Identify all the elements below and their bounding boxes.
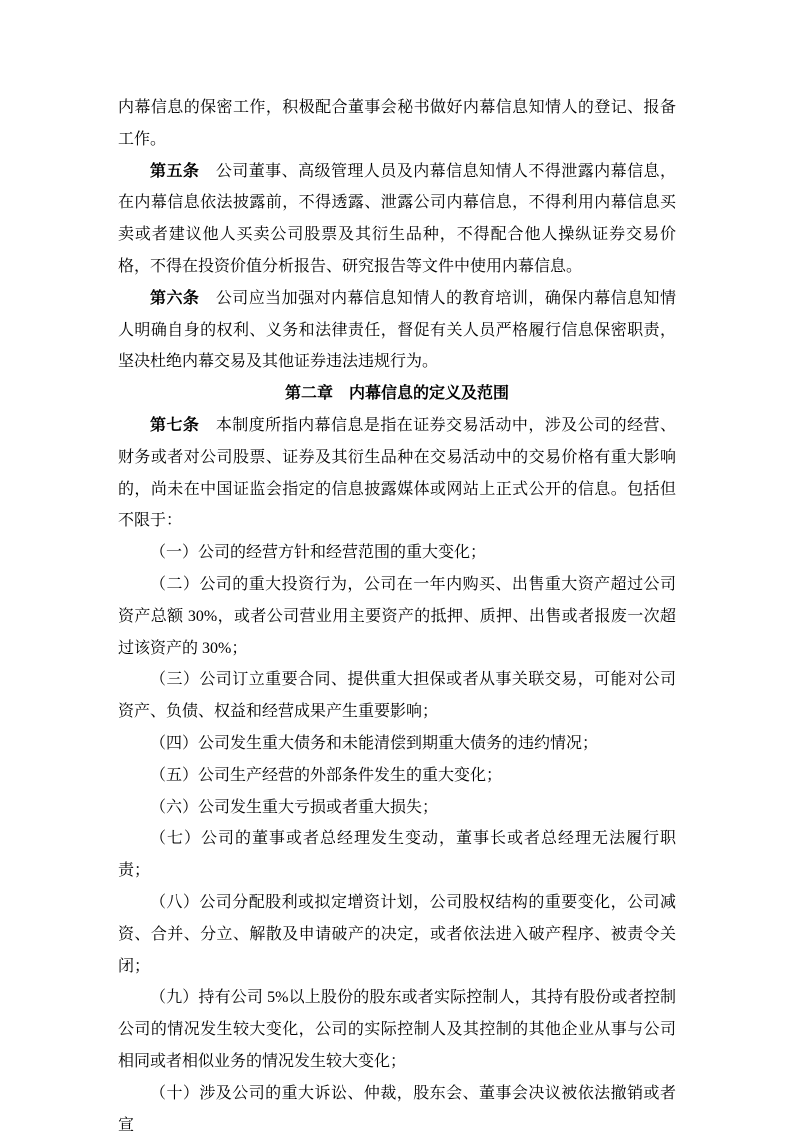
list-item: （六）公司发生重大亏损或者重大损失； [150, 798, 439, 816]
list-item: （九）持有公司 5%以上股份的股东或者实际控制人，其持有股份或者控制公司的情况发生较大变化，公司的实际控制人及其控制的其他企业从事与公司相同或者相似业务的情况发生较大变化； [118, 989, 676, 1070]
list-item: （三）公司订立重要合同、提供重大担保或者从事关联交易，可能对公司资产、负债、权益和经营成果产生重要影响； [118, 671, 676, 721]
paragraph-text: 公司董事、高级管理人员及内幕信息知情人不得泄露内幕信息，在内幕信息依法披露前，不得透露、泄露公司内幕信息，不得利用内幕信息买卖或者建议他人买卖公司股票及其衍生品种，不得配合他人操纵证券交易价格，不得在投资价值分析报告、研究报告等文件中使用内幕信息。 [118, 162, 676, 275]
chapter-heading [118, 378, 676, 410]
list-item: （十）涉及公司的重大诉讼、仲裁，股东会、董事会决议被依法撤销或者宣 [118, 1084, 676, 1134]
paragraph [118, 283, 676, 378]
list-item: （五）公司生产经营的外部条件发生的重大变化； [150, 766, 503, 784]
article-number: 第七条 [150, 416, 200, 434]
paragraph-text: 内幕信息的定义及范围 [349, 385, 510, 403]
paragraph-text: 公司应当加强对内幕信息知情人的教育培训，确保内幕信息知情人明确自身的权利、义务和法律责任，督促有关人员严格履行信息保密职责，坚决杜绝内幕交易及其他证券违法违规行为。 [118, 289, 676, 371]
paragraph-text: 本制度所指内幕信息是指在证券交易活动中，涉及公司的经营、财务或者对公司股票、证券及其衍生品种在交易活动中的交易价格有重大影响的，尚未在中国证监会指定的信息披露媒体或网站上正式公开的信息。包括但不限于： [118, 416, 676, 530]
list-item: （二）公司的重大投资行为，公司在一年内购买、出售重大资产超过公司资产总额 30%，或者公司营业用主要资产的抵押、质押、出售或者报废一次超过该资产的 30%； [118, 575, 676, 657]
paragraph [118, 156, 676, 283]
list-item: （四）公司发生重大债务和未能清偿到期重大债务的违约情况； [150, 734, 599, 752]
paragraph [118, 410, 676, 537]
chapter-number: 第二章 [284, 385, 333, 403]
list-item: （八）公司分配股利或拟定增资计划，公司股权结构的重要变化，公司减资、合并、分立、解散及申请破产的决定，或者依法进入破产程序、被责令关闭； [118, 893, 676, 975]
document-body [118, 92, 676, 1141]
article-number: 第六条 [150, 289, 200, 307]
list-item: （七）公司的董事或者总经理发生变动，董事长或者总经理无法履行职责； [118, 830, 676, 880]
article-number: 第五条 [150, 162, 200, 180]
list-item: （一）公司的经营方针和经营范围的重大变化； [150, 544, 487, 562]
paragraph: 内幕信息的保密工作，积极配合董事会秘书做好内幕信息知情人的登记、报备工作。 [118, 99, 676, 148]
